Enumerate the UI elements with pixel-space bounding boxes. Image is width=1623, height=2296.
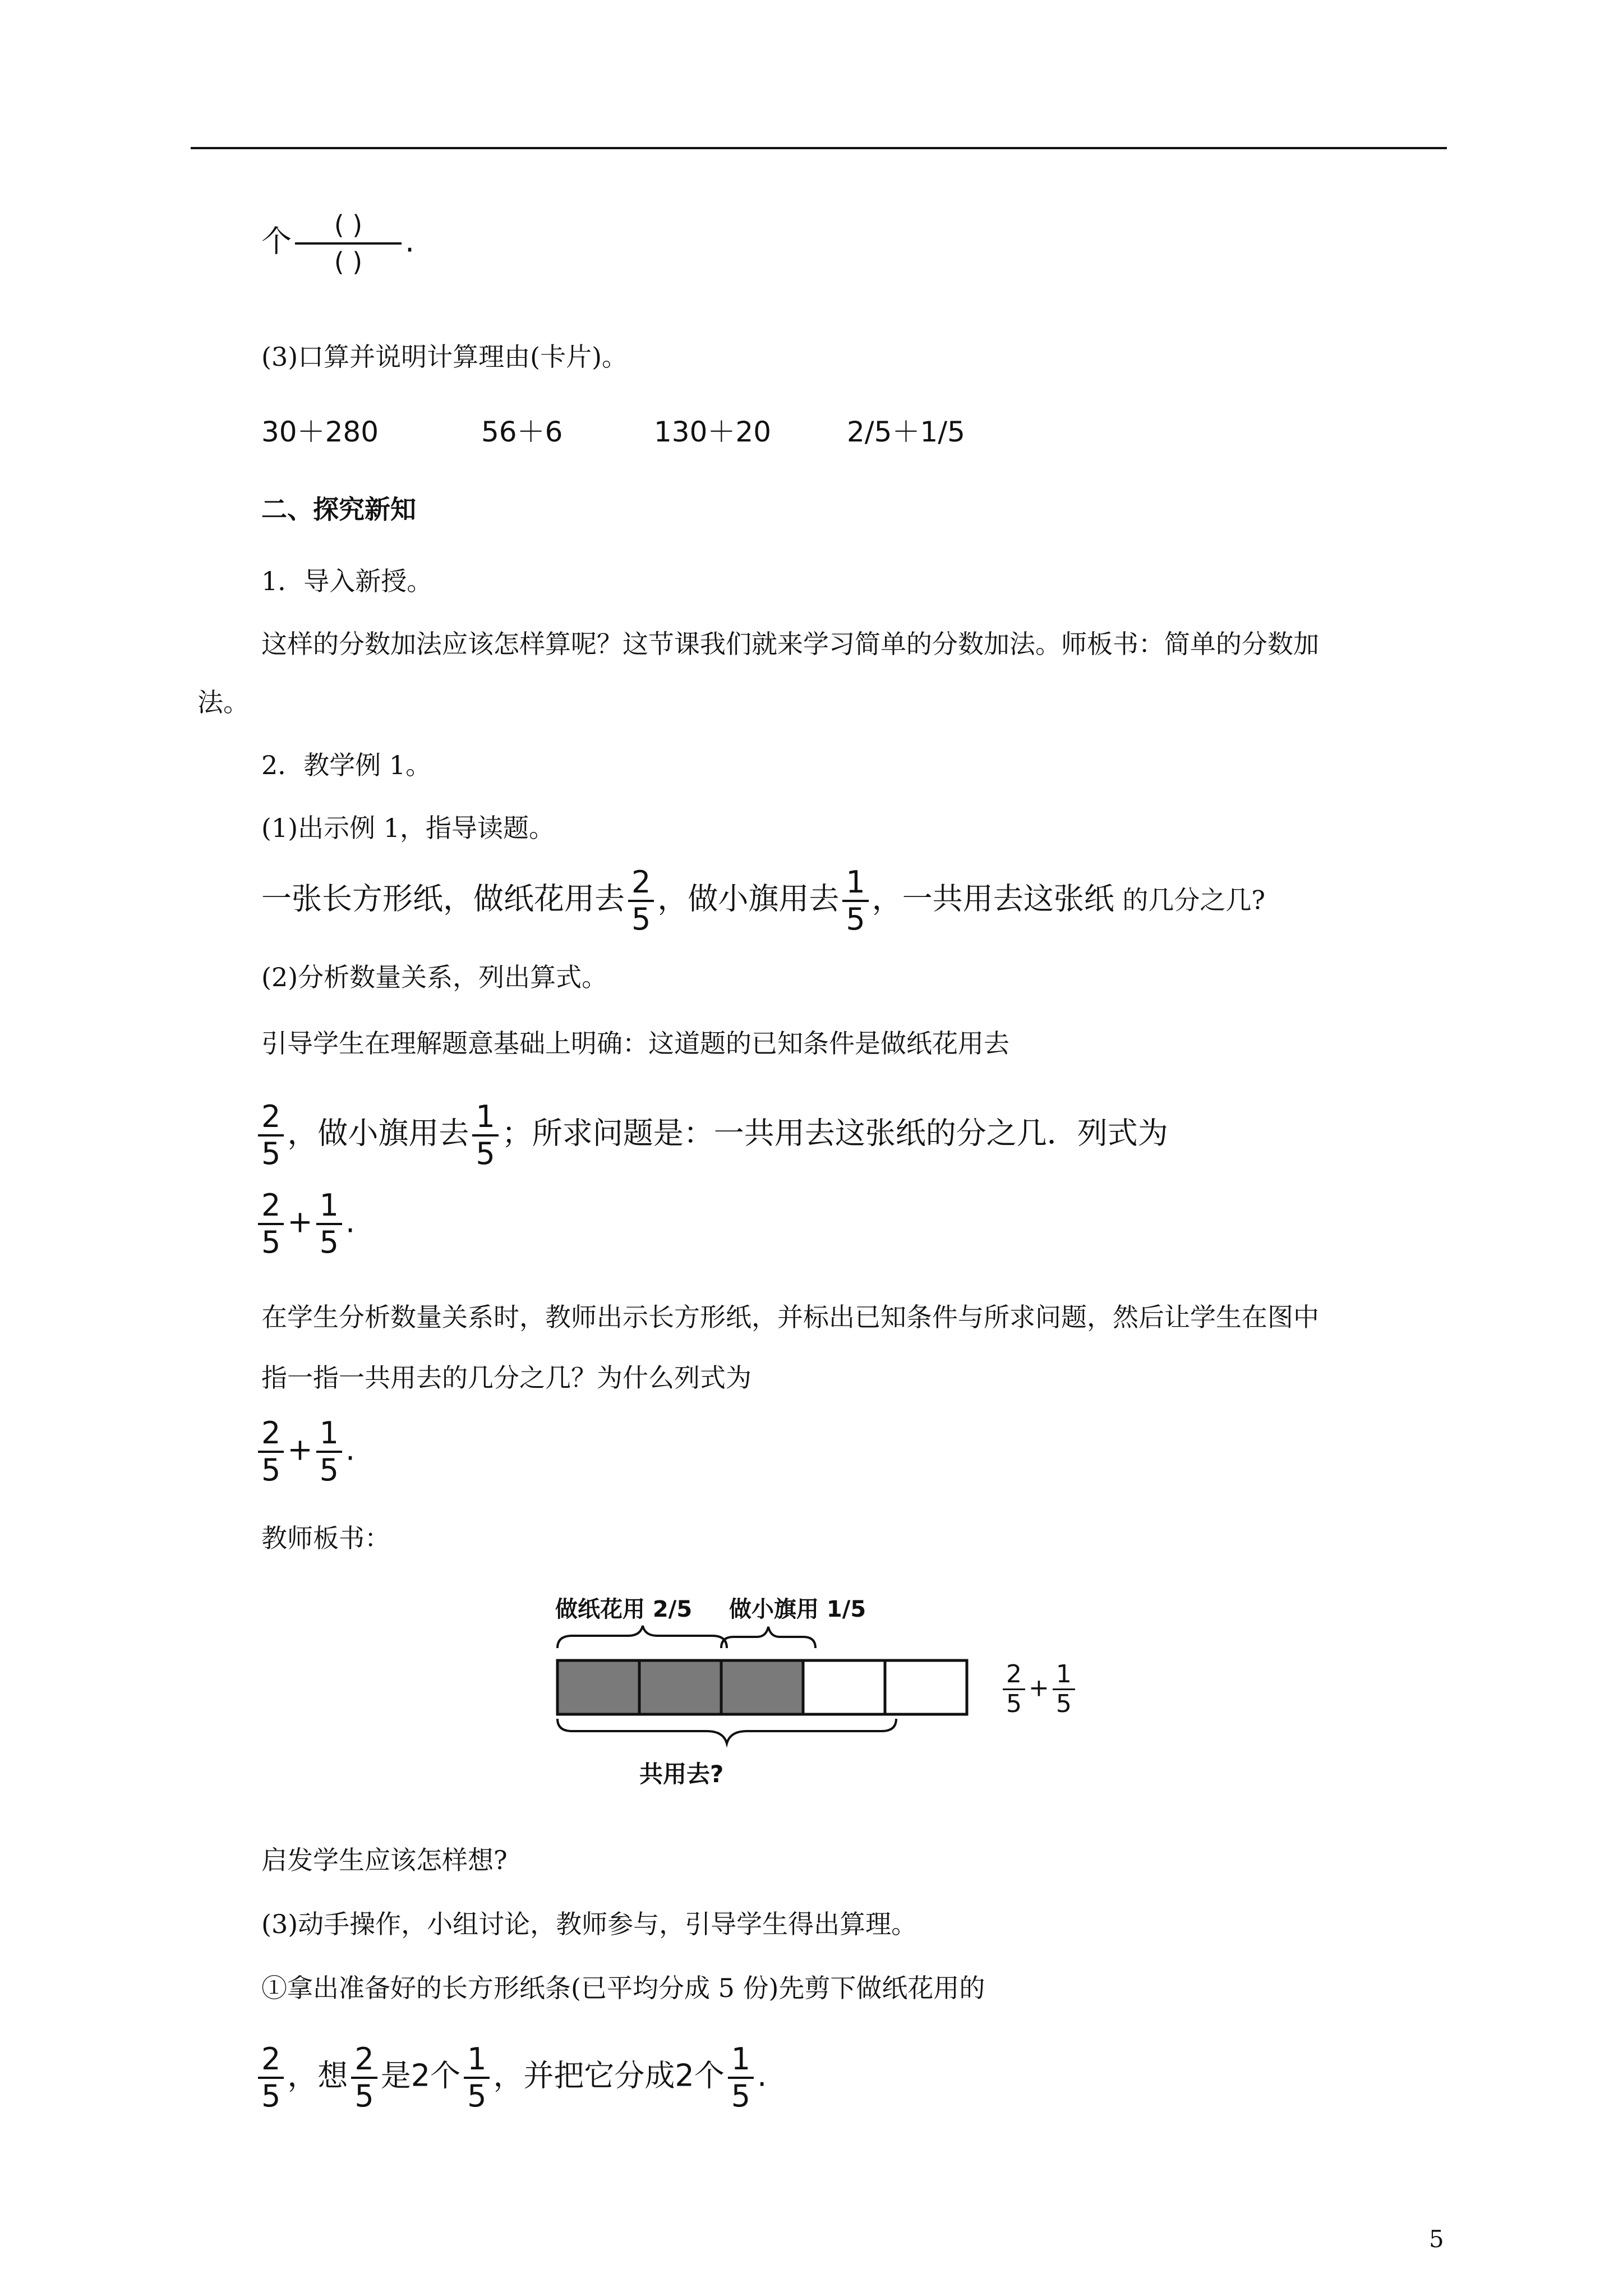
empty-cell: [885, 1660, 967, 1714]
fraction-cells: [557, 1660, 967, 1714]
top-brace-left: [557, 1626, 727, 1648]
oral-4: 2/5＋1/5: [847, 416, 965, 448]
fraction-1-5: $\frac{1}{5}$: [316, 1416, 342, 1488]
known-text-1: ，做小旗用去: [287, 1115, 469, 1151]
empty-cell: [803, 1660, 885, 1714]
circle-step-1: ①拿出准备好的长方形纸条(已平均分成 5 份)先剪下做纸花用的: [261, 1973, 985, 2003]
blank-fraction-line: [261, 208, 414, 279]
page-number: 5: [1429, 2225, 1444, 2253]
oral-1: 30＋280: [261, 416, 379, 448]
example-text-2: ，做小旗用去: [657, 881, 840, 917]
header-rule: [191, 147, 1447, 149]
think-text-1: ，想: [287, 2058, 348, 2093]
fraction-1-5: $\frac{1}{5}$: [842, 865, 868, 937]
figure-expression: [999, 1660, 1078, 1718]
item-3: (3)口算并说明计算理由(卡片)。: [261, 342, 628, 372]
board-label: 教师板书：: [261, 1523, 390, 1553]
paragraph-1b: 法。: [197, 687, 249, 717]
example-problem: [261, 865, 1265, 937]
plus-sign: +: [1029, 1673, 1049, 1703]
fraction-1-5: $\frac{1}{5}$: [728, 2042, 754, 2114]
filled-cell: [557, 1660, 639, 1714]
expression-1: $\frac{2}{5}$ + $\frac{1}{5}$ .: [255, 1188, 355, 1260]
filled-cell: [721, 1660, 803, 1714]
blank-denominator: ( ): [334, 247, 363, 277]
fraction-2-5: $\frac{2}{5}$: [258, 1099, 284, 1171]
guide-text: 引导学生在理解题意基础上明确：这道题的已知条件是做纸花用去: [261, 1028, 1009, 1059]
top-brace-right: [721, 1627, 815, 1648]
expression-2: $\frac{2}{5}$ + $\frac{1}{5}$ .: [255, 1416, 355, 1488]
filled-cell: [639, 1660, 721, 1714]
think-text-3: ，并把它分成2个: [493, 2058, 725, 2093]
label-small-flag: 做小旗用 1/5: [729, 1596, 866, 1622]
blank-suffix: .: [405, 223, 415, 259]
paragraph-1a: 这样的分数加法应该怎样算呢？这节课我们就来学习简单的分数加法。师板书：简单的分数加: [261, 629, 1319, 659]
fraction-1-5: $\frac{1}{5}$: [1053, 1660, 1075, 1718]
fraction-2-5: $\frac{2}{5}$: [628, 865, 654, 937]
fraction-2-5: $\frac{2}{5}$: [258, 2042, 284, 2114]
sub-2: (2)分析数量关系，列出算式。: [261, 962, 608, 992]
fraction-2-5: $\frac{2}{5}$: [258, 1416, 284, 1488]
known-conditions: [255, 1099, 1168, 1171]
think-text-2: 是2个: [380, 2058, 461, 2093]
oral-2: 56＋6: [481, 416, 563, 448]
think-line: $\frac{2}{5}$ ，想 $\frac{2}{5}$ 是2个 $\frac{1}{5}$ ，并把它分成2个 $\frac{1}{5}$ .: [255, 2042, 767, 2114]
step-1: 1．导入新授。: [261, 566, 433, 596]
plus-sign: +: [287, 1204, 313, 1240]
blank-numerator: ( ): [334, 210, 363, 240]
example-text-3: ，一共用去这张纸: [872, 881, 1114, 917]
known-text-2: ；所求问题是：一共用去这张纸的分之几．列式为: [501, 1115, 1168, 1151]
example-text-4: 的几分之几?: [1114, 885, 1266, 915]
fraction-1-5: $\frac{1}{5}$: [316, 1188, 342, 1260]
blank-fraction: [295, 208, 402, 279]
sub-3: (3)动手操作，小组讨论，教师参与，引导学生得出算理。: [261, 1909, 917, 1939]
fraction-2-5: $\frac{2}{5}$: [351, 2042, 377, 2114]
fraction-2-5: $\frac{2}{5}$: [258, 1188, 284, 1260]
fraction-2-5: $\frac{2}{5}$: [1003, 1660, 1025, 1718]
oral-3: 130＋20: [654, 416, 772, 448]
example-text-1: 一张长方形纸，做纸花用去: [261, 881, 625, 917]
sub-1: (1)出示例 1，指导读题。: [261, 813, 555, 843]
paragraph-2a: 在学生分析数量关系时，教师出示长方形纸，并标出已知条件与所求问题，然后让学生在图中: [261, 1302, 1319, 1332]
bottom-brace: [557, 1719, 896, 1743]
label-total-used: 共用去?: [639, 1760, 724, 1788]
section-heading: 二、探究新知: [261, 494, 416, 524]
label-paper-flower: 做纸花用 2/5: [555, 1596, 693, 1622]
paragraph-2b: 指一指一共用去的几分之几？为什么列式为: [261, 1363, 751, 1393]
inspire-text: 启发学生应该怎样想?: [261, 1845, 508, 1875]
blank-prefix: 个: [261, 223, 292, 259]
fraction-1-5: $\frac{1}{5}$: [464, 2042, 490, 2114]
step-2: 2．教学例 1。: [261, 750, 432, 780]
fraction-1-5: $\frac{1}{5}$: [472, 1099, 498, 1171]
plus-sign: +: [287, 1432, 313, 1467]
